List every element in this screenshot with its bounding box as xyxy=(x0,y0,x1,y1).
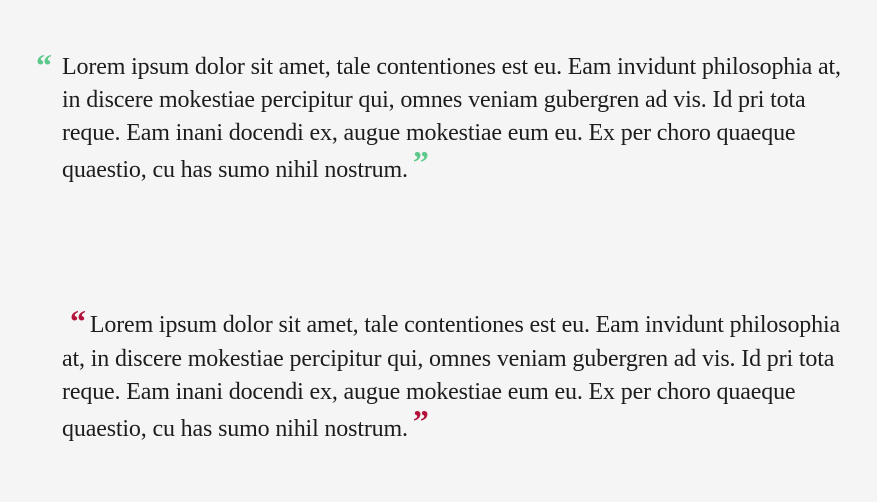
open-quote-mark-crimson: “ xyxy=(70,303,86,339)
blockquote-green xyxy=(36,47,862,187)
open-quote-mark-green: “ xyxy=(36,47,52,83)
blockquote-crimson xyxy=(62,303,862,446)
quote-text: Lorem ipsum dolor sit amet, tale contentiones est eu. Eam invidunt philosophia at, in discere mokestiae percipitur qui, omnes veniam gubergren ad vis. Id pri tota reque. Eam inani docendi ex, augue mokestiae eum eu. Ex per choro quaeque quaestio, cu has sumo nihil nostrum. xyxy=(62,312,841,442)
quote-text: Lorem ipsum dolor sit amet, tale contentiones est eu. Eam invidunt philosophia at, in discere mokestiae percipitur qui, omnes veniam gubergren ad vis. Id pri tota reque. Eam inani docendi ex, augue mokestiae eum eu. Ex per choro quaeque quaestio, cu has sumo nihil nostrum. xyxy=(62,54,841,183)
close-quote-mark-crimson: ” xyxy=(412,403,429,439)
close-quote-mark-green: ” xyxy=(412,144,429,180)
